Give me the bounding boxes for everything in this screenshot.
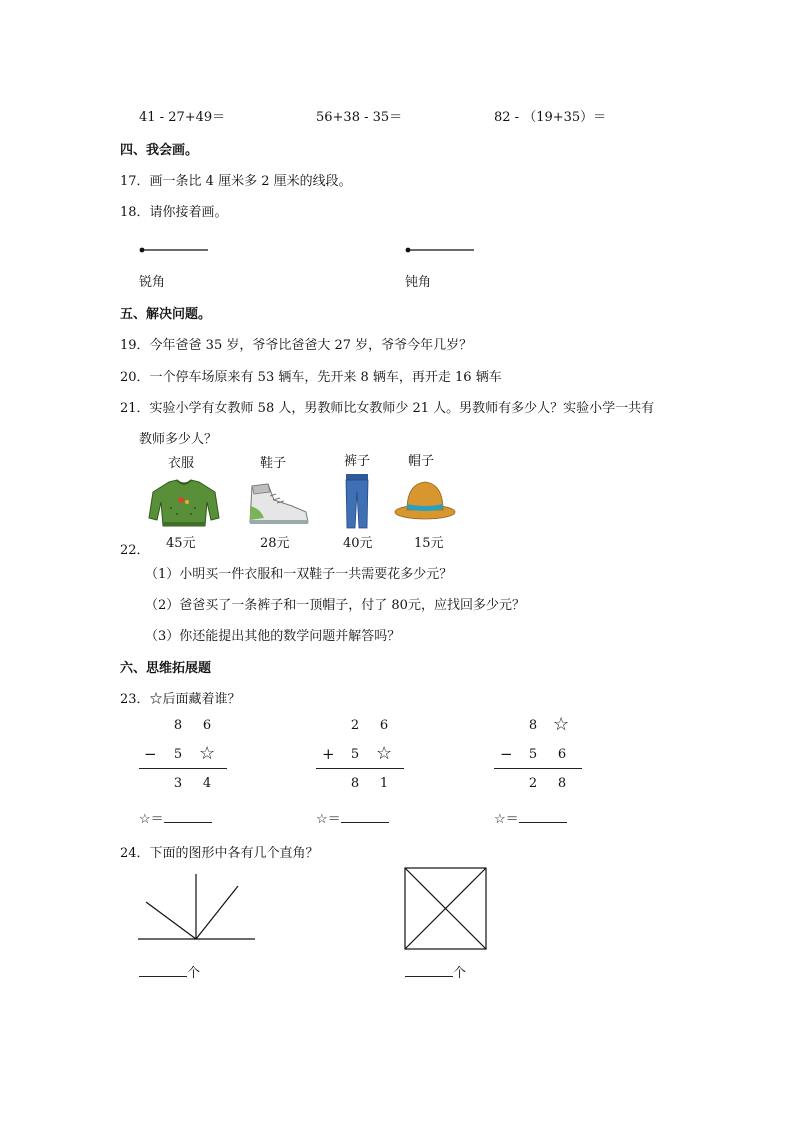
- minus-sign: −: [144, 745, 157, 763]
- answer-blank[interactable]: [405, 964, 453, 977]
- calc-2: 56+38 - 35＝: [316, 110, 403, 125]
- question-17: 17．画一条比 4 厘米多 2 厘米的线段。: [120, 174, 352, 189]
- answer-label: ☆＝: [316, 812, 341, 827]
- digit: 3: [173, 776, 183, 791]
- item-name-hat: 帽子: [408, 454, 435, 469]
- digit: 6: [379, 718, 389, 733]
- plus-sign: +: [322, 745, 335, 763]
- answer-blank[interactable]: [164, 810, 212, 823]
- star-icon: ☆: [376, 743, 393, 764]
- answer-label: ☆＝: [139, 812, 164, 827]
- digit: 8: [173, 718, 183, 733]
- rays-figure: [138, 872, 258, 946]
- digit: 8: [350, 776, 360, 791]
- calc-1: 41 - 27+49＝: [139, 110, 226, 125]
- answer-label: ☆＝: [494, 812, 519, 827]
- digit: 6: [202, 718, 212, 733]
- sum-line: [139, 768, 227, 769]
- question-22-number: 22．: [120, 543, 150, 558]
- digit: 5: [173, 747, 183, 762]
- item-price-sweater: 45元: [166, 536, 196, 551]
- minus-sign: −: [500, 745, 513, 763]
- question-20: 20．一个停车场原来有 53 辆车，先开来 8 辆车，再开走 16 辆车: [120, 370, 502, 385]
- digit: 8: [557, 776, 567, 791]
- digit: 4: [202, 776, 212, 791]
- answer-3: [494, 808, 567, 827]
- question-24: 24．下面的图形中各有几个直角？: [120, 846, 319, 861]
- digit: 5: [528, 747, 538, 762]
- answer-blank[interactable]: [519, 810, 567, 823]
- hat-icon: [393, 478, 457, 526]
- sum-line: [494, 768, 582, 769]
- question-23: 23．☆后面藏着谁？: [120, 692, 241, 707]
- item-price-hat: 15元: [414, 536, 444, 551]
- star-icon: ☆: [199, 743, 216, 764]
- acute-angle-ray: [139, 243, 211, 258]
- digit: 2: [350, 718, 360, 733]
- item-name-shoe: 鞋子: [260, 456, 287, 471]
- sweater-icon: [147, 478, 221, 534]
- item-name-pants: 裤子: [344, 454, 371, 469]
- unit-label: 个: [187, 966, 201, 981]
- unit-label: 个: [453, 966, 467, 981]
- answer-1: [139, 808, 212, 827]
- question-22-sub-3: （3）你还能提出其他的数学问题并解答吗？: [145, 629, 401, 644]
- item-name-sweater: 衣服: [168, 456, 195, 471]
- section5-title: 五、解决问题。: [120, 307, 212, 322]
- obtuse-angle-ray: [405, 243, 477, 258]
- acute-angle-label: 锐角: [139, 275, 166, 290]
- star-icon: ☆: [553, 714, 570, 735]
- obtuse-angle-label: 钝角: [405, 275, 432, 290]
- sum-line: [316, 768, 404, 769]
- answer-2: [316, 808, 389, 827]
- item-price-shoe: 28元: [260, 536, 290, 551]
- question-21-line1: 21．实验小学有女教师 58 人，男教师比女教师少 21 人。男教师有多少人？实验小学一共有: [120, 401, 655, 416]
- digit: 5: [350, 747, 360, 762]
- digit: 2: [528, 776, 538, 791]
- pants-icon: [343, 474, 371, 534]
- answer-blank[interactable]: [341, 810, 389, 823]
- calc-3: 82 - （19+35）＝: [494, 110, 607, 125]
- item-price-pants: 40元: [343, 536, 373, 551]
- question-19: 19．今年爸爸 35 岁，爷爷比爸爸大 27 岁，爷爷今年几岁？: [120, 338, 473, 353]
- question-22-sub-2: （2）爸爸买了一条裤子和一顶帽子，付了 80元，应找回多少元？: [145, 598, 525, 613]
- question-18: 18．请你接着画。: [120, 205, 228, 220]
- answer-square: [405, 962, 466, 981]
- square-diagonals-figure: [404, 867, 488, 955]
- answer-rays: [139, 962, 200, 981]
- shoe-icon: [246, 480, 312, 532]
- section4-title: 四、我会画。: [120, 143, 199, 158]
- digit: 1: [379, 776, 389, 791]
- question-21-line2: 教师多少人？: [139, 432, 218, 447]
- digit: 8: [528, 718, 538, 733]
- question-22-sub-1: （1）小明买一件衣服和一双鞋子一共需要花多少元？: [145, 567, 453, 582]
- digit: 6: [557, 747, 567, 762]
- answer-blank[interactable]: [139, 964, 187, 977]
- section6-title: 六、思维拓展题: [120, 661, 212, 676]
